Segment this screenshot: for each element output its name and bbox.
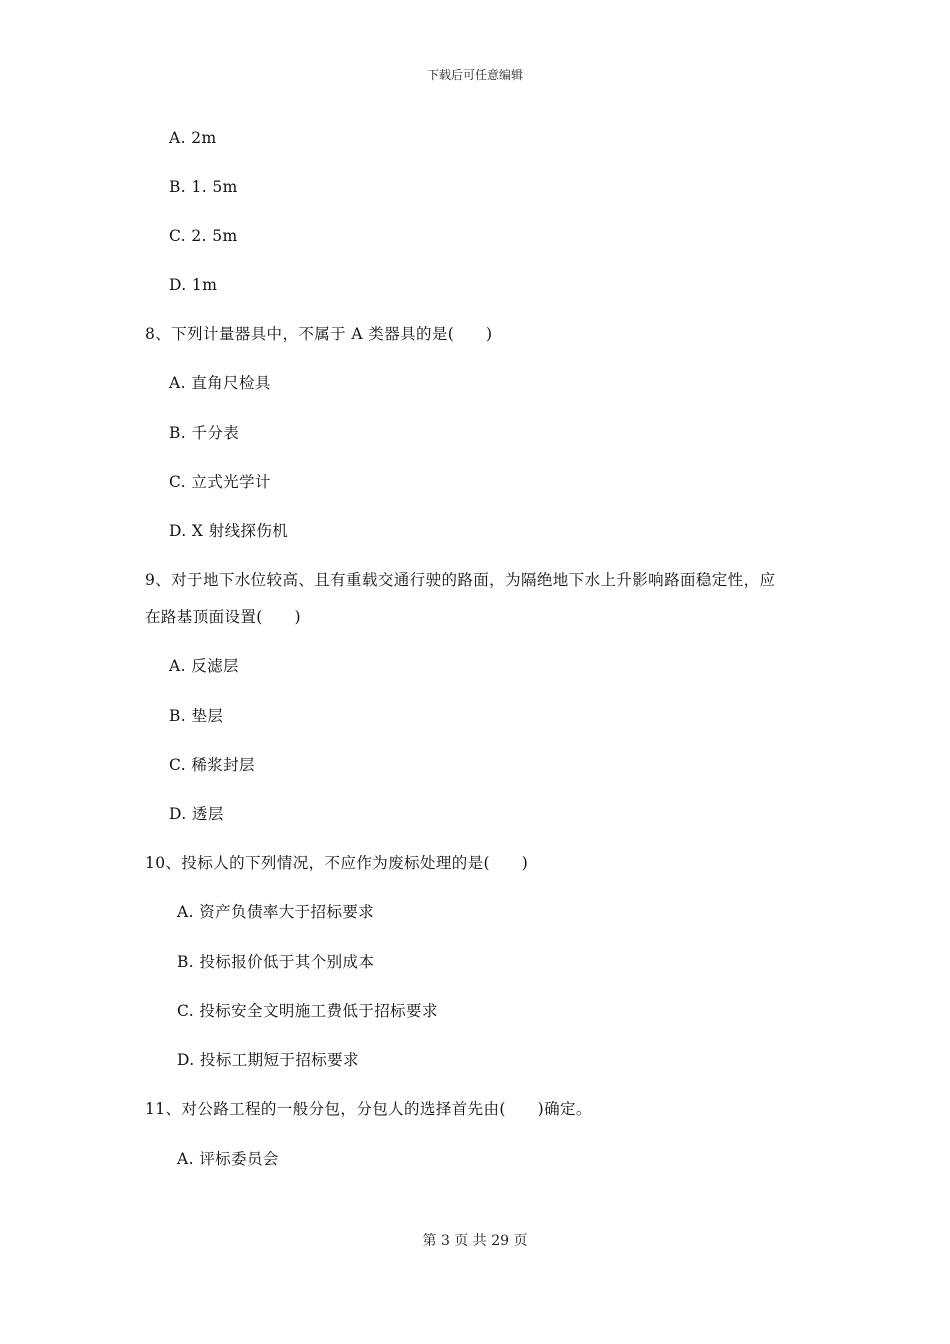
q7-option-c: C. 2. 5m [169, 227, 238, 245]
q11-option-a: A. 评标委员会 [177, 1150, 279, 1168]
q10-option-a: A. 资产负债率大于招标要求 [177, 903, 375, 921]
q8-option-a: A. 直角尺检具 [169, 374, 271, 392]
page-footer: 第 3 页 共 29 页 [422, 1233, 528, 1249]
q8-option-c: C. 立式光学计 [169, 473, 271, 491]
q7-option-b: B. 1. 5m [169, 178, 238, 196]
q11-stem: 11、对公路工程的一般分包，分包人的选择首先由( )确定。 [145, 1100, 592, 1118]
q10-stem: 10、投标人的下列情况，不应作为废标处理的是( ) [145, 854, 529, 872]
page-header: 下载后可任意编辑 [426, 68, 523, 82]
q8-stem: 8、下列计量器具中，不属于 A 类器具的是( ) [145, 325, 493, 343]
q9-option-d: D. 透层 [169, 805, 224, 823]
q9-stem-line2: 在路基顶面设置( ) [145, 608, 301, 626]
q9-option-a: A. 反滤层 [169, 657, 239, 675]
q10-option-b: B. 投标报价低于其个别成本 [177, 953, 375, 971]
q7-option-d: D. 1m [169, 276, 218, 294]
q8-option-d: D. X 射线探伤机 [169, 522, 289, 540]
q7-option-a: A. 2m [169, 129, 217, 147]
q9-stem-line1: 9、对于地下水位较高、且有重载交通行驶的路面，为隔绝地下水上升影响路面稳定性，应 [145, 571, 776, 589]
q9-option-b: B. 垫层 [169, 707, 224, 725]
q9-option-c: C. 稀浆封层 [169, 756, 255, 774]
q10-option-d: D. 投标工期短于招标要求 [177, 1051, 359, 1069]
q10-option-c: C. 投标安全文明施工费低于招标要求 [177, 1002, 438, 1020]
q8-option-b: B. 千分表 [169, 424, 240, 442]
